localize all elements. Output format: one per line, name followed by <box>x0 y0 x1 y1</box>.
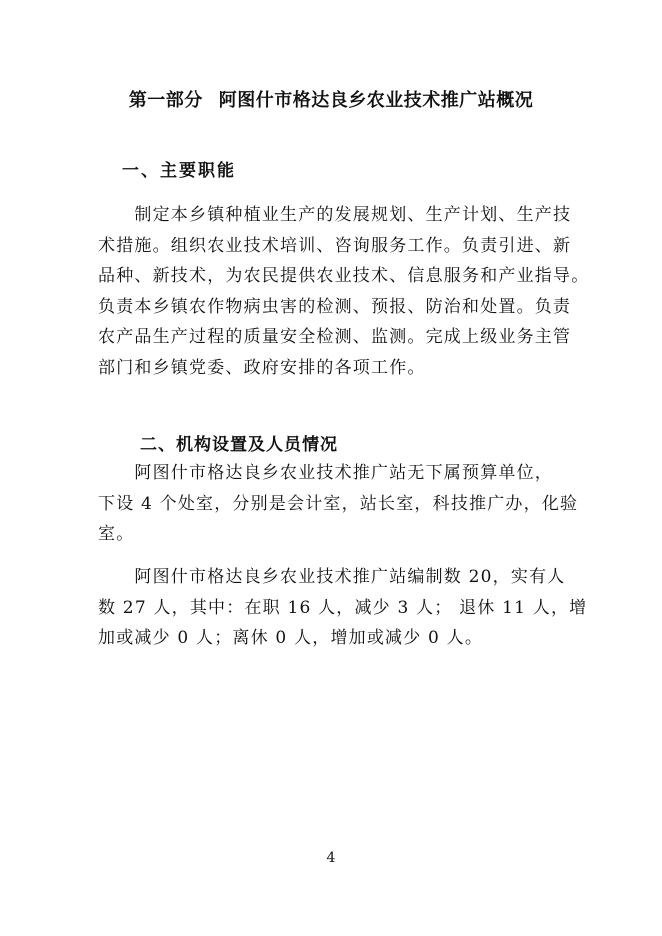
paragraph-line: 室。 <box>98 524 135 544</box>
paragraph-main-functions <box>98 200 590 383</box>
section-heading-main-functions: 一、主要职能 <box>122 161 236 181</box>
paragraph-line: 阿图什市格达良乡农业技术推广站编制数 20，实有人 <box>98 567 566 587</box>
title-text: 阿图什市格达良乡农业技术推广站概况 <box>218 90 534 111</box>
paragraph-line: 负责本乡镇农作物病虫害的检测、预报、防治和处置。负责 <box>98 296 572 317</box>
section-heading-organization: 二、机构设置及人员情况 <box>140 435 338 455</box>
paragraph-line: 制定本乡镇种植业生产的发展规划、生产计划、生产技 <box>98 205 572 225</box>
paragraph-line: 术措施。组织农业技术培训、咨询服务工作。负责引进、新 <box>98 235 572 256</box>
title-part-label: 第一部分 <box>128 90 203 111</box>
paragraph-staffing <box>98 562 588 654</box>
page-number: 4 <box>326 850 336 866</box>
paragraph-organization <box>98 458 579 550</box>
paragraph-line: 部门和乡镇党委、政府安排的各项工作。 <box>98 357 426 378</box>
page-title <box>0 86 662 112</box>
paragraph-line: 数 27 人，其中：在职 16 人，减少 3 人； 退休 11 人，增 <box>98 597 588 618</box>
paragraph-line: 下设 4 个处室，分别是会计室，站长室，科技推广办，化验 <box>98 493 579 514</box>
paragraph-line: 农产品生产过程的质量安全检测、监测。完成上级业务主管 <box>98 327 572 347</box>
paragraph-line: 加或减少 0 人；离休 0 人，增加或减少 0 人。 <box>98 628 484 648</box>
paragraph-line: 阿图什市格达良乡农业技术推广站无下属预算单位， <box>98 463 553 483</box>
paragraph-line: 品种、新技术，为农民提供农业技术、信息服务和产业指导。 <box>98 266 590 286</box>
